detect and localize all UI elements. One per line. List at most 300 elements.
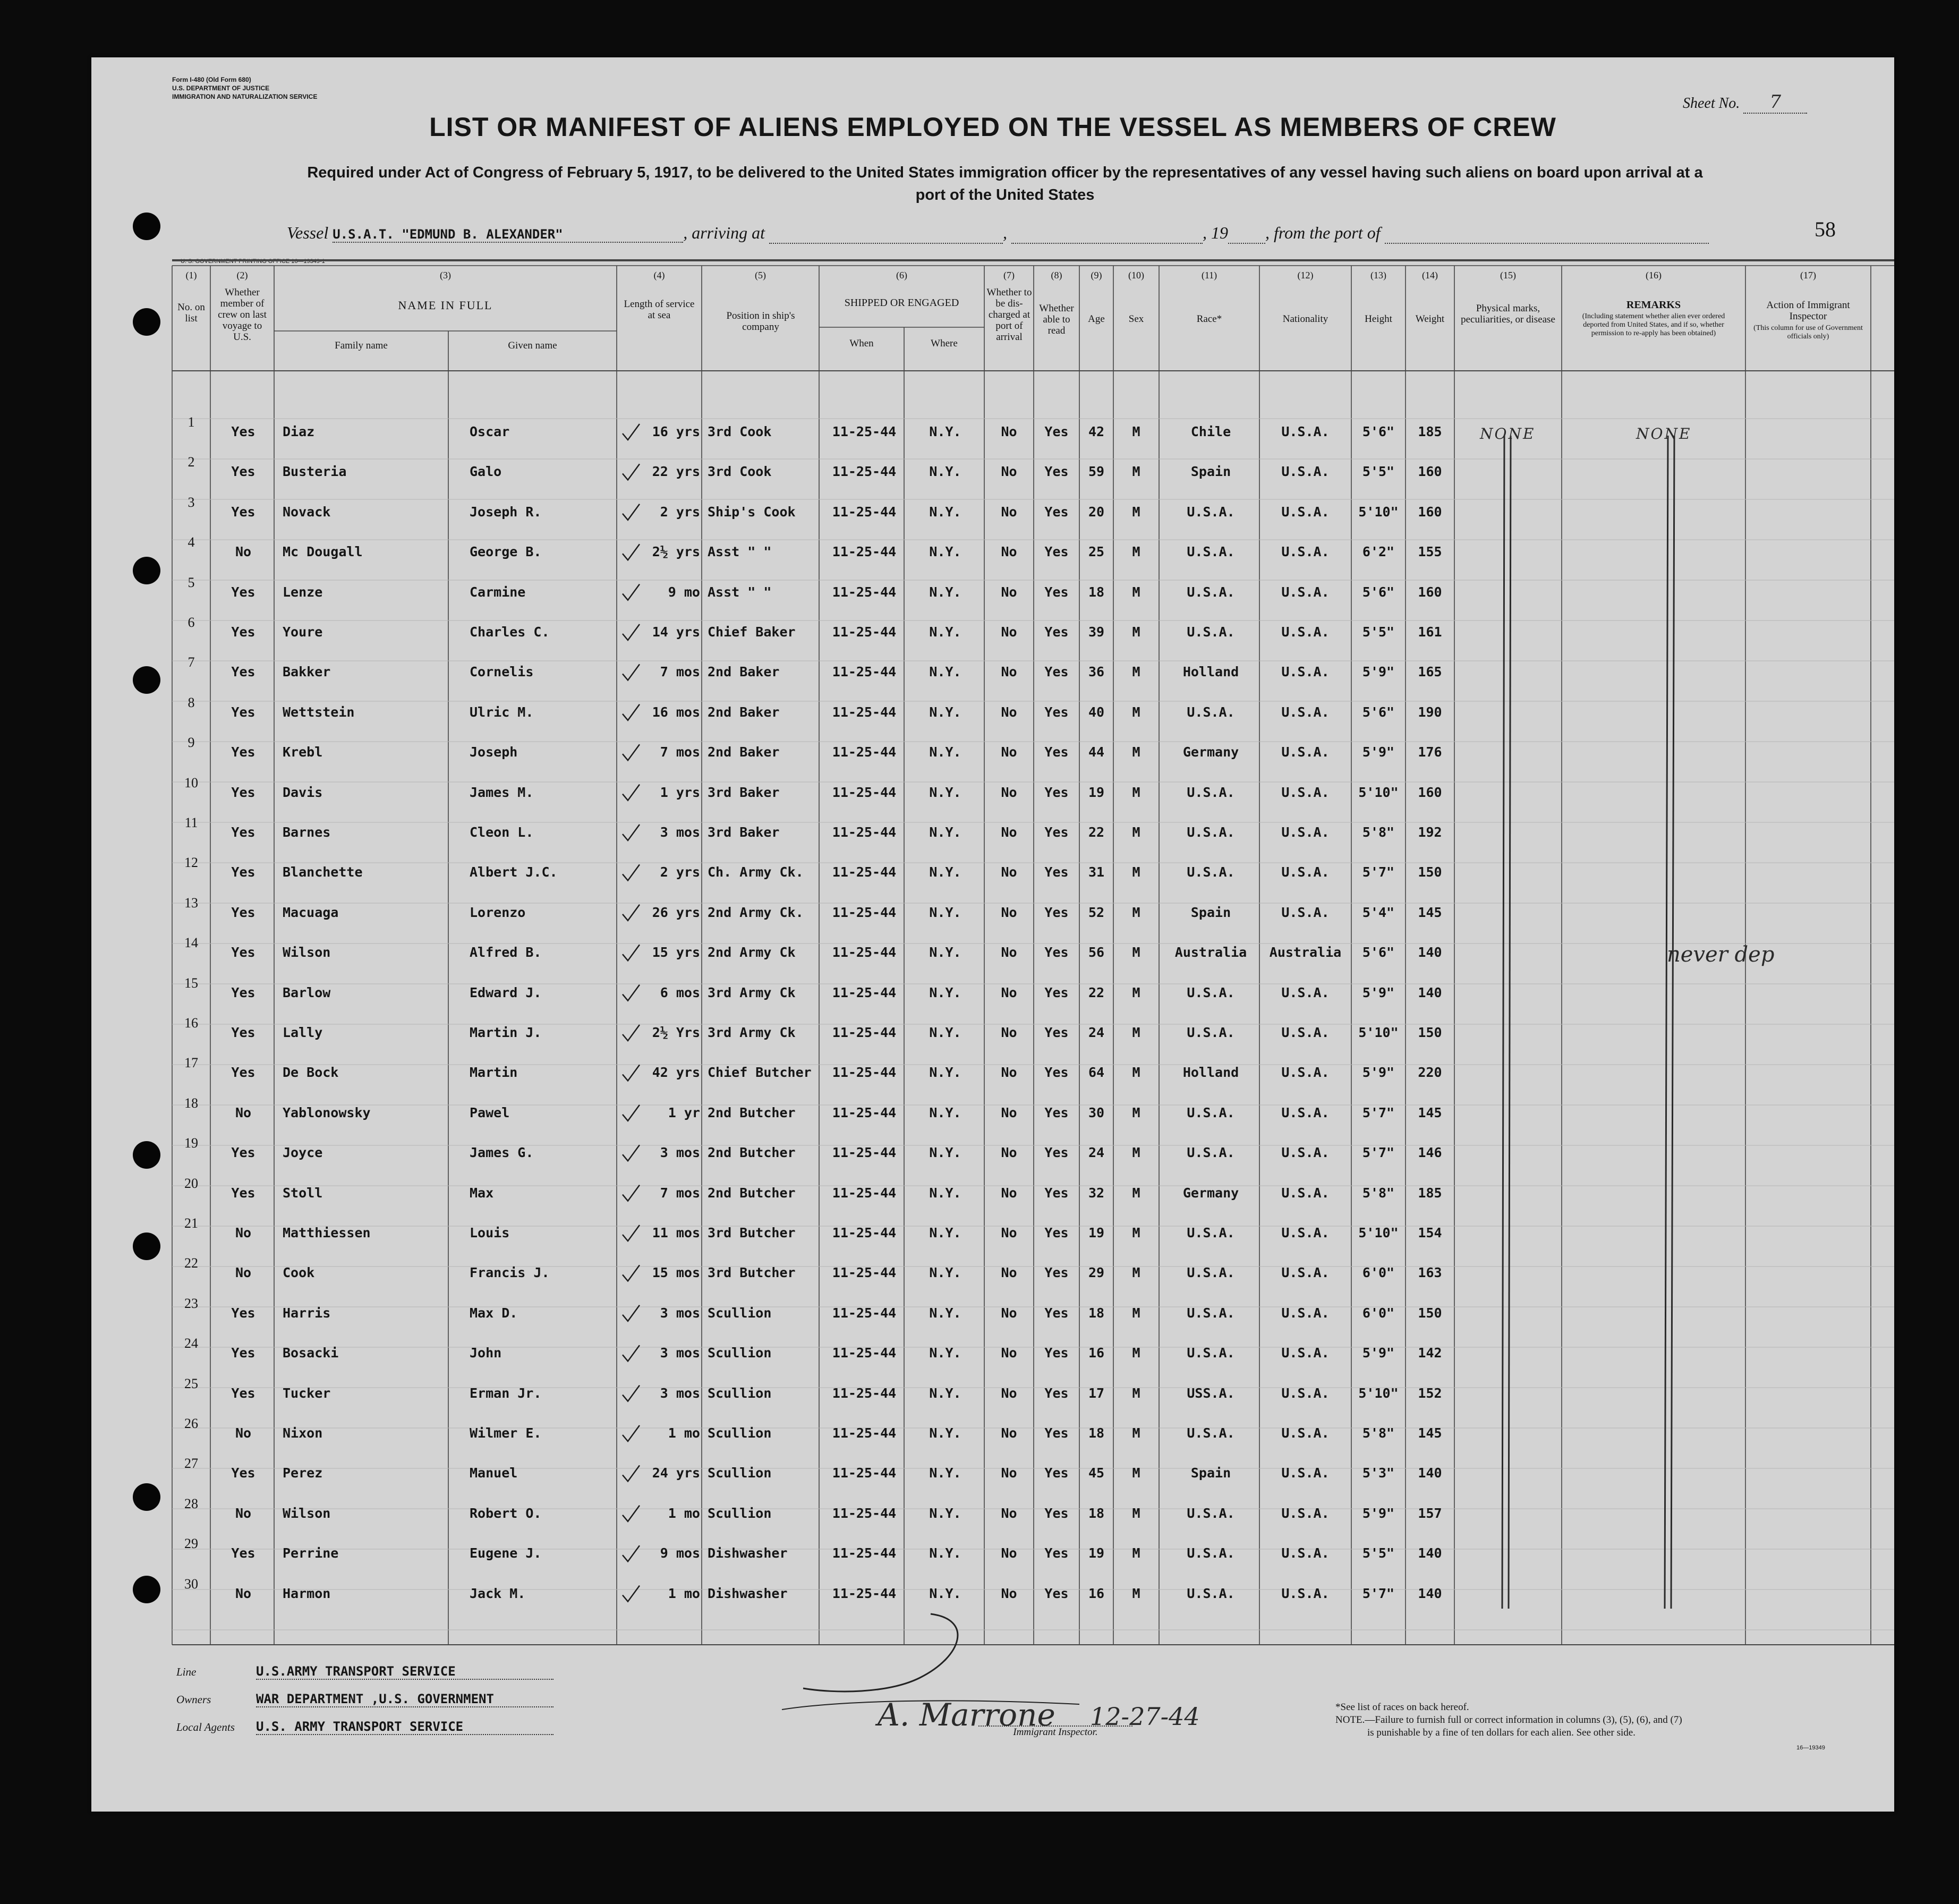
family-name-cell: Wilson <box>283 945 331 960</box>
able-to-read-cell: Yes <box>1044 784 1069 800</box>
nationality-cell: U.S.A. <box>1281 1505 1330 1521</box>
family-name-cell: Harmon <box>283 1585 331 1601</box>
service-length-cell: 1 mo <box>668 1505 700 1521</box>
age-cell: 42 <box>1088 424 1105 439</box>
shipped-where-cell: N.Y. <box>929 1104 961 1120</box>
shipped-when-cell: 11-25-44 <box>832 1225 897 1240</box>
able-to-read-cell: Yes <box>1044 1385 1069 1401</box>
race-cell: U.S.A. <box>1187 704 1235 720</box>
position-cell: 2nd Butcher <box>708 1185 796 1201</box>
given-name-cell: Manuel <box>470 1465 518 1481</box>
shipped-when-cell: 11-25-44 <box>832 904 897 920</box>
shipped-when-cell: 11-25-44 <box>832 1505 897 1521</box>
discharged-cell: No <box>1001 424 1017 439</box>
nationality-cell: U.S.A. <box>1281 984 1330 1000</box>
shipped-where-cell: N.Y. <box>929 864 961 880</box>
weight-cell: 146 <box>1418 1145 1442 1161</box>
race-cell: U.S.A. <box>1187 1585 1235 1601</box>
header-height: Height <box>1365 313 1392 325</box>
discharged-cell: No <box>1001 1265 1017 1281</box>
col-num-12: (12) <box>1297 270 1314 280</box>
shipped-when-cell: 11-25-44 <box>832 1104 897 1120</box>
given-name-cell: Albert J.C. <box>470 864 558 880</box>
sex-cell: M <box>1132 984 1140 1000</box>
weight-cell: 160 <box>1418 464 1442 480</box>
height-cell: 5'6" <box>1362 584 1395 600</box>
family-name-cell: Blanchette <box>283 864 363 880</box>
header-no-on-list: No. on list <box>177 302 205 324</box>
header-position: Position in ship's company <box>726 310 795 333</box>
shipped-when-cell: 11-25-44 <box>832 1305 897 1321</box>
weight-cell: 140 <box>1418 1545 1442 1561</box>
sex-cell: M <box>1132 584 1140 600</box>
race-cell: Holland <box>1182 1065 1239 1081</box>
age-cell: 16 <box>1088 1585 1105 1601</box>
line-value: U.S.ARMY TRANSPORT SERVICE <box>256 1664 553 1680</box>
shipped-when-cell: 11-25-44 <box>832 1025 897 1040</box>
able-to-read-cell: Yes <box>1044 984 1069 1000</box>
shipped-where-cell: N.Y. <box>929 424 961 439</box>
header-physical-marks: Physical marks, peculiarities, or disease <box>1461 303 1555 325</box>
shipped-where-cell: N.Y. <box>929 1225 961 1240</box>
weight-cell: 145 <box>1418 1104 1442 1120</box>
family-name-cell: Stoll <box>283 1185 323 1201</box>
race-cell: Spain <box>1190 1465 1231 1481</box>
able-to-read-cell: Yes <box>1044 1225 1069 1240</box>
service-length-cell: 9 mos <box>660 1545 700 1561</box>
sex-cell: M <box>1132 1104 1140 1120</box>
discharged-cell: No <box>1001 1104 1017 1120</box>
row-number: 28 <box>184 1495 198 1511</box>
discharged-cell: No <box>1001 1465 1017 1481</box>
member-cell: Yes <box>231 1305 255 1321</box>
family-name-cell: Nixon <box>283 1425 323 1441</box>
given-name-cell: Alfred B. <box>470 945 542 960</box>
member-cell: Yes <box>231 424 255 439</box>
row-number: 30 <box>184 1576 198 1592</box>
given-name-cell: Max <box>470 1185 494 1201</box>
age-cell: 22 <box>1088 824 1105 840</box>
service-length-cell: 2 yrs <box>660 864 700 880</box>
given-name-cell: Robert O. <box>470 1505 542 1521</box>
given-name-cell: Cornelis <box>470 664 534 680</box>
service-length-cell: 3 mos <box>660 824 700 840</box>
discharged-cell: No <box>1001 1345 1017 1361</box>
able-to-read-cell: Yes <box>1044 1505 1069 1521</box>
inspector-label: Immigrant Inspector. <box>978 1726 1132 1738</box>
shipped-when-cell: 11-25-44 <box>832 544 897 560</box>
service-length-cell: 22 yrs <box>652 464 700 480</box>
member-cell: Yes <box>231 664 255 680</box>
family-name-cell: Youre <box>283 624 323 640</box>
position-cell: 3rd Cook <box>708 464 772 480</box>
shipped-when-cell: 11-25-44 <box>832 1585 897 1601</box>
able-to-read-cell: Yes <box>1044 1305 1069 1321</box>
height-cell: 5'9" <box>1362 664 1395 680</box>
service-length-cell: 1 yrs <box>660 784 700 800</box>
col-num-15: (15) <box>1500 270 1516 280</box>
nationality-cell: U.S.A. <box>1281 664 1330 680</box>
able-to-read-cell: Yes <box>1044 424 1069 439</box>
shipped-where-cell: N.Y. <box>929 904 961 920</box>
header-family-name: Family name <box>335 340 388 351</box>
page-title: LIST OR MANIFEST OF ALIENS EMPLOYED ON THE VESSEL AS MEMBERS OF CREW <box>429 112 1556 142</box>
header-remarks-note: (Including statement whether alien ever ordered deported from United States, and if so, whether permission to re-apply has been obtained) <box>1582 312 1725 337</box>
nationality-cell: U.S.A. <box>1281 504 1330 520</box>
able-to-read-cell: Yes <box>1044 1545 1069 1561</box>
nationality-cell: U.S.A. <box>1281 784 1330 800</box>
given-name-cell: John <box>470 1345 502 1361</box>
nationality-cell: U.S.A. <box>1281 1585 1330 1601</box>
discharged-cell: No <box>1001 1225 1017 1240</box>
service-length-cell: 9 mo <box>668 584 700 600</box>
position-cell: 3rd Cook <box>708 424 772 439</box>
race-cell: U.S.A. <box>1187 984 1235 1000</box>
position-cell: Chief Butcher <box>708 1065 812 1081</box>
form-code: 16—19349 <box>1796 1745 1825 1751</box>
discharged-cell: No <box>1001 664 1017 680</box>
sex-cell: M <box>1132 864 1140 880</box>
discharged-cell: No <box>1001 1425 1017 1441</box>
nationality-cell: U.S.A. <box>1281 1104 1330 1120</box>
able-to-read-cell: Yes <box>1044 1065 1069 1081</box>
position-cell: 2nd Baker <box>708 704 780 720</box>
nationality-cell: U.S.A. <box>1281 1305 1330 1321</box>
footer-line <box>176 1664 553 1680</box>
shipped-where-cell: N.Y. <box>929 824 961 840</box>
agents-label: Local Agents <box>176 1721 235 1733</box>
given-name-cell: Martin <box>470 1065 518 1081</box>
member-cell: No <box>235 1585 252 1601</box>
weight-cell: 140 <box>1418 1585 1442 1601</box>
height-cell: 5'6" <box>1362 704 1395 720</box>
row-number: 25 <box>184 1375 198 1391</box>
nationality-cell: Australia <box>1269 945 1342 960</box>
position-cell: 3rd Baker <box>708 824 780 840</box>
discharged-cell: No <box>1001 1305 1017 1321</box>
age-cell: 32 <box>1088 1185 1105 1201</box>
height-cell: 6'0" <box>1362 1305 1395 1321</box>
shipped-when-cell: 11-25-44 <box>832 1465 897 1481</box>
family-name-cell: Diaz <box>283 424 315 439</box>
agents-value: U.S. ARMY TRANSPORT SERVICE <box>256 1719 553 1735</box>
position-cell: 3rd Army Ck <box>708 1025 796 1040</box>
sex-cell: M <box>1132 664 1140 680</box>
service-length-cell: 11 mos <box>652 1225 700 1240</box>
age-cell: 30 <box>1088 1104 1105 1120</box>
height-cell: 5'10" <box>1358 784 1399 800</box>
row-number: 22 <box>184 1255 198 1271</box>
header-member-last-voyage: Whether member of crew on last voyage to U.S. <box>218 287 267 343</box>
member-cell: No <box>235 1505 252 1521</box>
position-cell: Dishwasher <box>708 1545 788 1561</box>
able-to-read-cell: Yes <box>1044 704 1069 720</box>
service-length-cell: 14 yrs <box>652 624 700 640</box>
age-cell: 19 <box>1088 1225 1105 1240</box>
discharged-cell: No <box>1001 784 1017 800</box>
family-name-cell: Joyce <box>283 1145 323 1161</box>
note-races: *See list of races on back hereof. <box>1335 1702 1469 1713</box>
sex-cell: M <box>1132 784 1140 800</box>
age-cell: 40 <box>1088 704 1105 720</box>
weight-cell: 140 <box>1418 945 1442 960</box>
nationality-cell: U.S.A. <box>1281 464 1330 480</box>
given-name-cell: Wilmer E. <box>470 1425 542 1441</box>
sheet-no-value: 7 <box>1743 91 1807 114</box>
given-name-cell: Ulric M. <box>470 704 534 720</box>
shipped-when-cell: 11-25-44 <box>832 824 897 840</box>
position-cell: 3rd Baker <box>708 784 780 800</box>
family-name-cell: Mc Dougall <box>283 544 363 560</box>
family-name-cell: Wilson <box>283 1505 331 1521</box>
race-cell: USS.A. <box>1187 1385 1235 1401</box>
shipped-when-cell: 11-25-44 <box>832 1265 897 1281</box>
member-cell: Yes <box>231 624 255 640</box>
weight-cell: 140 <box>1418 1465 1442 1481</box>
height-cell: 5'6" <box>1362 945 1395 960</box>
age-cell: 36 <box>1088 664 1105 680</box>
header-when: When <box>849 338 874 349</box>
age-cell: 19 <box>1088 1545 1105 1561</box>
given-name-cell: Carmine <box>470 584 526 600</box>
sex-cell: M <box>1132 624 1140 640</box>
race-cell: Spain <box>1190 904 1231 920</box>
shipped-when-cell: 11-25-44 <box>832 1145 897 1161</box>
service-length-cell: 1 yr <box>668 1104 700 1120</box>
race-cell: U.S.A. <box>1187 1104 1235 1120</box>
shipped-when-cell: 11-25-44 <box>832 1425 897 1441</box>
shipped-when-cell: 11-25-44 <box>832 504 897 520</box>
header-action-note: (This column for use of Government officials only) <box>1753 324 1863 341</box>
member-cell: Yes <box>231 1065 255 1081</box>
weight-cell: 176 <box>1418 744 1442 760</box>
able-to-read-cell: Yes <box>1044 1185 1069 1201</box>
position-cell: 2nd Baker <box>708 744 780 760</box>
height-cell: 5'5" <box>1362 624 1395 640</box>
age-cell: 18 <box>1088 1305 1105 1321</box>
height-cell: 5'7" <box>1362 864 1395 880</box>
row-number: 20 <box>184 1175 198 1191</box>
age-cell: 29 <box>1088 1265 1105 1281</box>
shipped-where-cell: N.Y. <box>929 704 961 720</box>
nationality-cell: U.S.A. <box>1281 1265 1330 1281</box>
service-length-cell: 2 yrs <box>660 504 700 520</box>
sex-cell: M <box>1132 1225 1140 1240</box>
shipped-when-cell: 11-25-44 <box>832 584 897 600</box>
able-to-read-cell: Yes <box>1044 864 1069 880</box>
nationality-cell: U.S.A. <box>1281 904 1330 920</box>
family-name-cell: Wettstein <box>283 704 355 720</box>
service-length-cell: 2½ Yrs <box>652 1025 700 1040</box>
sex-cell: M <box>1132 824 1140 840</box>
family-name-cell: Barnes <box>283 824 331 840</box>
height-cell: 5'5" <box>1362 464 1395 480</box>
race-cell: U.S.A. <box>1187 1505 1235 1521</box>
height-cell: 5'9" <box>1362 744 1395 760</box>
shipped-where-cell: N.Y. <box>929 1345 961 1361</box>
race-cell: Chile <box>1190 424 1231 439</box>
position-cell: 2nd Butcher <box>708 1145 796 1161</box>
header-given-name: Given name <box>508 340 557 351</box>
position-cell: Scullion <box>708 1505 772 1521</box>
col-num-3: (3) <box>440 270 451 280</box>
height-cell: 5'9" <box>1362 1065 1395 1081</box>
col-num-6: (6) <box>896 270 907 280</box>
family-name-cell: Macuaga <box>283 904 339 920</box>
given-name-cell: George B. <box>470 544 542 560</box>
shipped-when-cell: 11-25-44 <box>832 945 897 960</box>
shipped-when-cell: 11-25-44 <box>832 624 897 640</box>
weight-cell: 145 <box>1418 1425 1442 1441</box>
able-to-read-cell: Yes <box>1044 1025 1069 1040</box>
shipped-when-cell: 11-25-44 <box>832 1545 897 1561</box>
position-cell: Scullion <box>708 1345 772 1361</box>
position-cell: Dishwasher <box>708 1585 788 1601</box>
age-cell: 22 <box>1088 984 1105 1000</box>
age-cell: 19 <box>1088 784 1105 800</box>
sex-cell: M <box>1132 945 1140 960</box>
position-cell: Ch. Army Ck. <box>708 864 804 880</box>
position-cell: 3rd Butcher <box>708 1265 796 1281</box>
race-cell: U.S.A. <box>1187 1145 1235 1161</box>
sex-cell: M <box>1132 424 1140 439</box>
family-name-cell: Krebl <box>283 744 323 760</box>
able-to-read-cell: Yes <box>1044 624 1069 640</box>
discharged-cell: No <box>1001 824 1017 840</box>
nationality-cell: U.S.A. <box>1281 864 1330 880</box>
col-num-16: (16) <box>1646 270 1662 280</box>
nationality-cell: U.S.A. <box>1281 624 1330 640</box>
age-cell: 24 <box>1088 1025 1105 1040</box>
header-nationality: Nationality <box>1282 313 1328 325</box>
race-cell: Holland <box>1182 664 1239 680</box>
shipped-when-cell: 11-25-44 <box>832 1185 897 1201</box>
col-num-4: (4) <box>653 270 665 280</box>
height-cell: 5'9" <box>1362 1505 1395 1521</box>
position-cell: Scullion <box>708 1385 772 1401</box>
remarks-none: NONE <box>1636 425 1692 443</box>
row-number: 23 <box>184 1295 198 1311</box>
discharged-cell: No <box>1001 1505 1017 1521</box>
member-cell: No <box>235 1425 252 1441</box>
nationality-cell: U.S.A. <box>1281 1345 1330 1361</box>
member-cell: Yes <box>231 1025 255 1040</box>
shipped-where-cell: N.Y. <box>929 1025 961 1040</box>
discharged-cell: No <box>1001 1065 1017 1081</box>
col-num-7: (7) <box>1003 270 1015 280</box>
height-cell: 5'6" <box>1362 424 1395 439</box>
col-num-17: (17) <box>1800 270 1816 280</box>
weight-cell: 150 <box>1418 1025 1442 1040</box>
discharged-cell: No <box>1001 984 1017 1000</box>
vessel-line: Vessel U.S.A.T. "EDMUND B. ALEXANDER" , arriving at , , 19 , from the port of <box>287 223 1709 244</box>
row-number: 1 <box>188 414 195 430</box>
sex-cell: M <box>1132 1545 1140 1561</box>
nationality-cell: U.S.A. <box>1281 1065 1330 1081</box>
height-cell: 5'8" <box>1362 1425 1395 1441</box>
discharged-cell: No <box>1001 1145 1017 1161</box>
member-cell: Yes <box>231 864 255 880</box>
arriving-label: arriving at <box>692 223 765 242</box>
family-name-cell: Bakker <box>283 664 331 680</box>
nationality-cell: U.S.A. <box>1281 1185 1330 1201</box>
weight-cell: 220 <box>1418 1065 1442 1081</box>
row-number: 24 <box>184 1336 198 1352</box>
sex-cell: M <box>1132 704 1140 720</box>
given-name-cell: Francis J. <box>470 1265 550 1281</box>
member-cell: No <box>235 1265 252 1281</box>
able-to-read-cell: Yes <box>1044 1345 1069 1361</box>
shipped-where-cell: N.Y. <box>929 664 961 680</box>
family-name-cell: Perrine <box>283 1545 339 1561</box>
discharged-cell: No <box>1001 1025 1017 1040</box>
race-cell: U.S.A. <box>1187 1305 1235 1321</box>
row-number: 2 <box>188 454 195 470</box>
owners-value: WAR DEPARTMENT ,U.S. GOVERNMENT <box>256 1692 553 1707</box>
sex-cell: M <box>1132 1585 1140 1601</box>
nationality-cell: U.S.A. <box>1281 584 1330 600</box>
age-cell: 24 <box>1088 1145 1105 1161</box>
service-length-cell: 3 mos <box>660 1345 700 1361</box>
position-cell: 2nd Baker <box>708 664 780 680</box>
member-cell: No <box>235 1104 252 1120</box>
able-to-read-cell: Yes <box>1044 504 1069 520</box>
position-cell: 3rd Butcher <box>708 1225 796 1240</box>
age-cell: 17 <box>1088 1385 1105 1401</box>
position-cell: Asst " " <box>708 544 772 560</box>
footer-agents <box>176 1719 553 1735</box>
shipped-where-cell: N.Y. <box>929 464 961 480</box>
service-length-cell: 2½ yrs <box>652 544 700 560</box>
given-name-cell: Pawel <box>470 1104 510 1120</box>
given-name-cell: Joseph R. <box>470 504 542 520</box>
height-cell: 5'7" <box>1362 1145 1395 1161</box>
nationality-cell: U.S.A. <box>1281 1545 1330 1561</box>
weight-cell: 140 <box>1418 984 1442 1000</box>
col-num-13: (13) <box>1370 270 1386 280</box>
family-name-cell: Lally <box>283 1025 323 1040</box>
weight-cell: 163 <box>1418 1265 1442 1281</box>
shipped-where-cell: N.Y. <box>929 945 961 960</box>
weight-cell: 145 <box>1418 904 1442 920</box>
given-name-cell: Jack M. <box>470 1585 526 1601</box>
weight-cell: 157 <box>1418 1505 1442 1521</box>
footer-notes <box>1335 1701 1682 1739</box>
weight-cell: 150 <box>1418 864 1442 880</box>
row-number: 13 <box>184 895 198 911</box>
service-length-cell: 3 mos <box>660 1305 700 1321</box>
able-to-read-cell: Yes <box>1044 464 1069 480</box>
given-name-cell: Erman Jr. <box>470 1385 542 1401</box>
header-age: Age <box>1088 313 1105 325</box>
member-cell: Yes <box>231 1385 255 1401</box>
sheet-label: Sheet No. <box>1683 95 1740 112</box>
family-name-cell: Matthiessen <box>283 1225 371 1240</box>
given-name-cell: Eugene J. <box>470 1545 542 1561</box>
service-length-cell: 42 yrs <box>652 1065 700 1081</box>
shipped-when-cell: 11-25-44 <box>832 424 897 439</box>
race-cell: U.S.A. <box>1187 1425 1235 1441</box>
position-cell: Scullion <box>708 1425 772 1441</box>
service-length-cell: 24 yrs <box>652 1465 700 1481</box>
header-race: Race* <box>1196 313 1222 325</box>
discharged-cell: No <box>1001 744 1017 760</box>
shipped-where-cell: N.Y. <box>929 1585 961 1601</box>
row-number: 16 <box>184 1015 198 1031</box>
race-cell: U.S.A. <box>1187 1265 1235 1281</box>
shipped-where-cell: N.Y. <box>929 1505 961 1521</box>
position-cell: 2nd Army Ck. <box>708 904 804 920</box>
